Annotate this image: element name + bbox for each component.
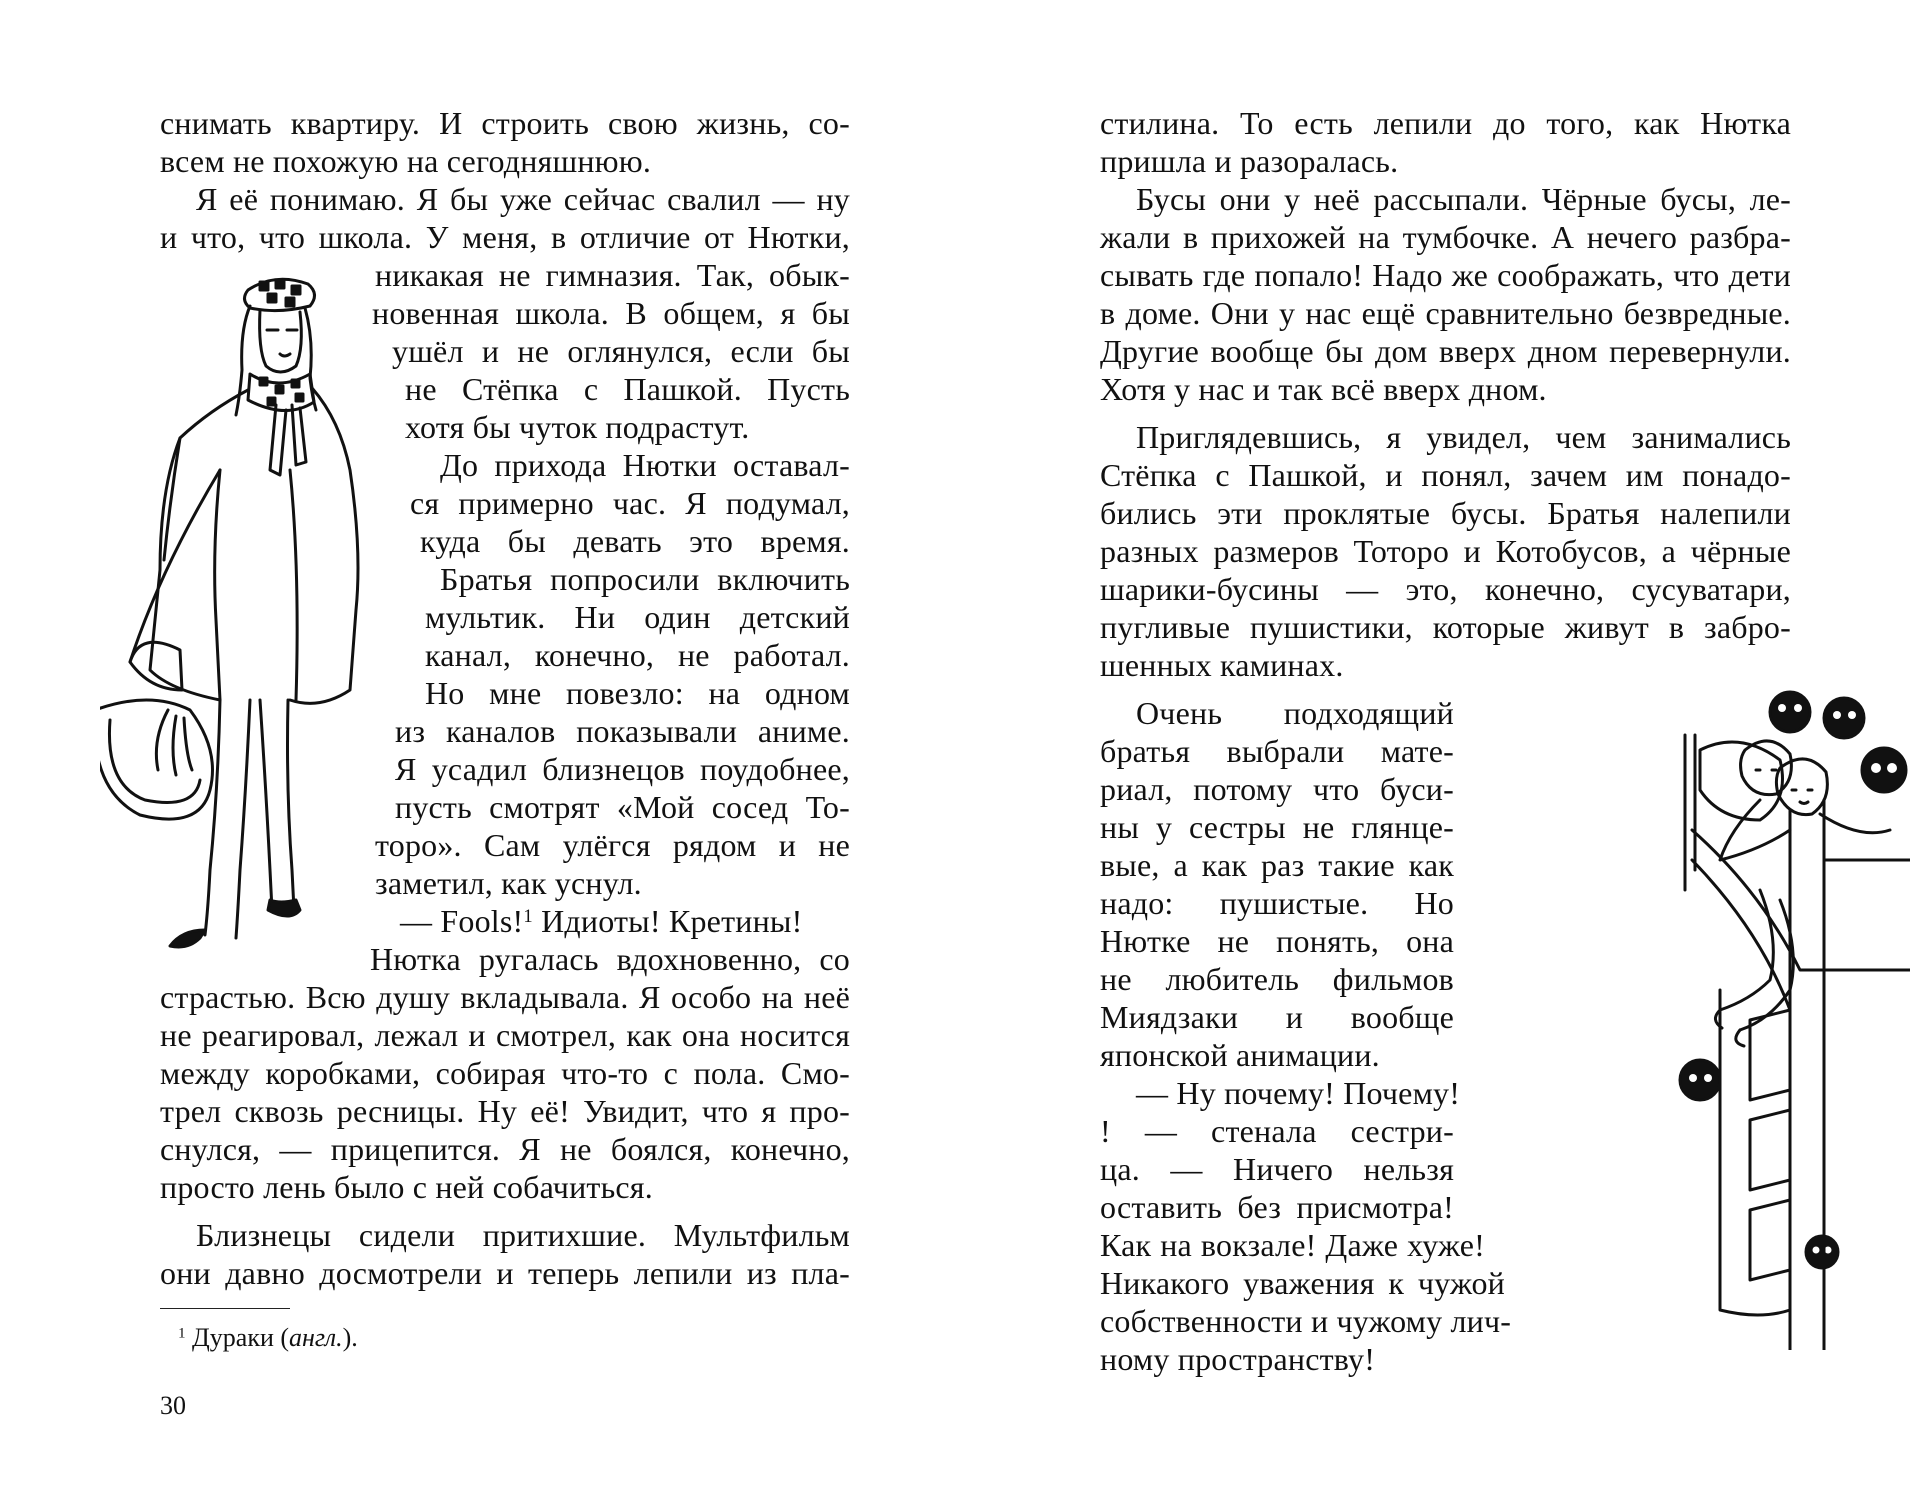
text-line: никакая не гимназия. Так, обык- [375, 257, 850, 293]
text-line: новенная школа. В общем, я бы [372, 295, 850, 331]
text-line: куда бы девать это время. [420, 523, 850, 559]
text-line: Миядзаки и вообще [1100, 999, 1454, 1035]
text-line: шарики-бусины — это, конечно, сусуватари, [1100, 571, 1791, 607]
text-line: японской анимации. [1100, 1037, 1380, 1073]
text-line: всем не похожую на сегодняшнюю. [160, 143, 652, 179]
text-line: торо». Сам улёгся рядом и не [375, 827, 850, 863]
text-line: трел сквозь ресницы. Ну её! Увидит, что я про- [160, 1093, 850, 1129]
text-line: между коробками, собирая что-то с пола. Смо- [160, 1055, 850, 1091]
text-line: разных размеров Тоторо и Котобусов, а чёрные [1100, 533, 1791, 569]
text-line: Стёпка с Пашкой, и понял, зачем им понадо- [1100, 457, 1791, 493]
text-line: Как на вокзале! Даже хуже! [1100, 1227, 1485, 1263]
text-line: надо: пушистые. Но [1100, 885, 1454, 921]
text-line: Близнецы сидели притихшие. Мультфильм [196, 1217, 850, 1253]
text-line: ся примерно час. Я подумал, [410, 485, 850, 521]
text-line: и что, что школа. У меня, в отличие от Нютки, [160, 219, 850, 255]
text-line: мультик. Ни один детский [425, 599, 850, 635]
text-line: стилина. То есть лепили до того, как Нютка [1100, 105, 1791, 141]
text-line: Братья попросили включить [440, 561, 850, 597]
soot-sprite-icon [1680, 1060, 1720, 1100]
text-line: бились эти проклятые бусы. Братья налепили [1100, 495, 1791, 531]
text-line: Приглядевшись, я увидел, чем занимались [1136, 419, 1791, 455]
fools-rest: Идиоты! Кретины! [532, 903, 803, 939]
girl-illustration [100, 270, 370, 950]
text-line: До прихода Нютки оставал- [440, 447, 850, 483]
right-page [960, 0, 1921, 1500]
footnote-mark: 1 [178, 1325, 186, 1342]
text-line: страстью. Всю душу вкладывала. Я особо на неё [160, 979, 850, 1015]
text-line: не реагировал, лежал и смотрел, как она носится [160, 1017, 850, 1053]
text-line: канал, конечно, не работал. [425, 637, 850, 673]
text-line: не Стёпка с Пашкой. Пусть [405, 371, 850, 407]
footnote-ref: 1 [523, 905, 533, 927]
twins-bunkbed-illustration [1460, 690, 1910, 1350]
text-line: Нютке не понять, она [1100, 923, 1454, 959]
text-line: Никакого уважения к чужой [1100, 1265, 1505, 1301]
text-line: Хотя у нас и так всё вверх дном. [1100, 371, 1547, 407]
text-line: ушёл и не оглянулся, если бы [392, 333, 850, 369]
text-line: пришла и разоралась. [1100, 143, 1399, 179]
text-line: — Ну почему! Почему! [1136, 1075, 1461, 1111]
soot-sprite-icon [1862, 748, 1906, 792]
text-line: ца. — Ничего нельзя [1100, 1151, 1454, 1187]
text-line: собственности и чужому лич- [1100, 1303, 1512, 1339]
text-line: Я усадил близнецов поудобнее, [395, 751, 850, 787]
text-line: оставить без присмотра! [1100, 1189, 1454, 1225]
text-line: снулся, — прицепится. Я не боялся, конечно, [160, 1131, 850, 1167]
text-line: ! — стенала сестри- [1100, 1113, 1454, 1149]
soot-sprite-icon [1770, 692, 1810, 732]
text-line: сывать где попало! Надо же соображать, что дети [1100, 257, 1791, 293]
text-line: хотя бы чуток подрастут. [405, 409, 750, 445]
soot-sprite-icon [1824, 698, 1864, 738]
footnote: $^1$ Дураки (англ.). [178, 1323, 358, 1352]
text-line: Но мне повезло: на одном [425, 675, 850, 711]
text-line [400, 902, 802, 940]
text-line: братья выбрали мате- [1100, 733, 1454, 769]
soot-sprite-icon [1806, 1236, 1838, 1268]
text-line: риал, потому что буси- [1100, 771, 1454, 807]
text-line: Бусы они у неё рассыпали. Чёрные бусы, ле- [1136, 181, 1791, 217]
text-line: Очень подходящий [1136, 695, 1454, 731]
footnote-rule [160, 1308, 290, 1309]
text-line: Я её понимаю. Я бы уже сейчас свалил — ну [196, 181, 850, 217]
text-line: из каналов показывали аниме. [395, 713, 850, 749]
text-line: вые, а как раз такие как [1100, 847, 1454, 883]
text-line: пусть смотрят «Мой сосед То- [395, 789, 850, 825]
text-line: жали в прихожей на тумбочке. А нечего разбра- [1100, 219, 1791, 255]
fools-text: — Fools! [400, 903, 524, 939]
text-line: снимать квартиру. И строить свою жизнь, со- [160, 105, 850, 141]
text-line: ному пространству! [1100, 1341, 1376, 1377]
text-line: Нютка ругалась вдохновенно, со [370, 941, 850, 977]
left-page [0, 0, 960, 1500]
text-line: шенных каминах. [1100, 647, 1344, 683]
text-line: заметил, как уснул. [375, 865, 642, 901]
text-line: пугливые пушистики, которые живут в забро- [1100, 609, 1791, 645]
text-line: в доме. Они у нас ещё сравнительно безвредные. [1100, 295, 1791, 331]
page-number: 30 [160, 1391, 186, 1420]
text-line: просто лень было с ней собачиться. [160, 1169, 653, 1205]
text-line: они давно досмотрели и теперь лепили из пла- [160, 1255, 850, 1291]
text-line: не любитель фильмов [1100, 961, 1454, 997]
text-line: ны у сестры не глянце- [1100, 809, 1454, 845]
text-line: Другие вообще бы дом вверх дном перевернули. [1100, 333, 1791, 369]
